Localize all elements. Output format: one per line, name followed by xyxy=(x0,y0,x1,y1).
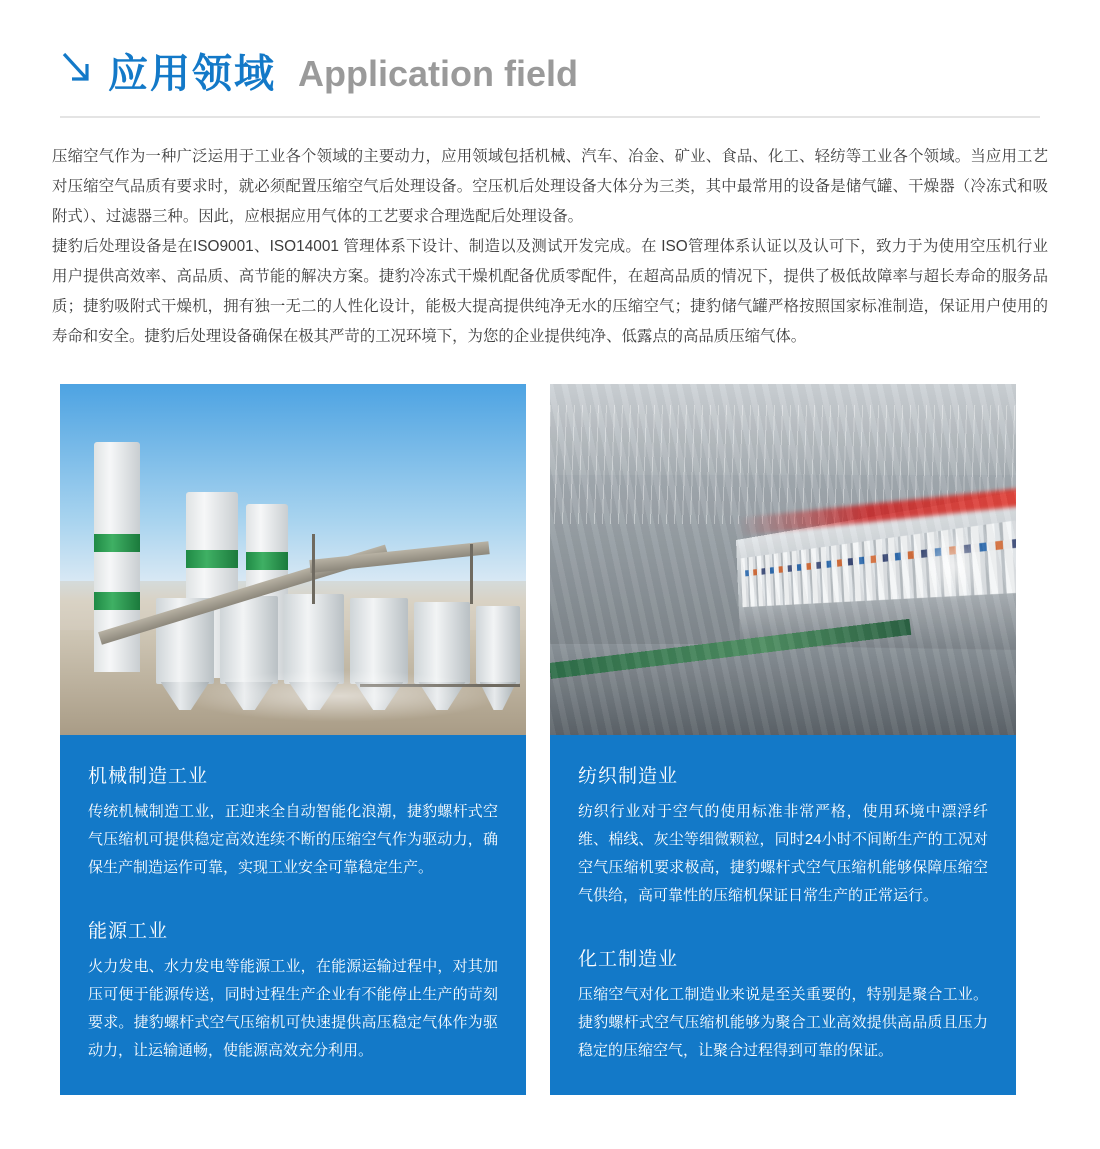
block-text: 纺织行业对于空气的使用标准非常严格，使用环境中漂浮纤维、棉线、灰尘等细微颗粒，同时24小时不间断生产的工况对空气压缩机要求极高，捷豹螺杆式空气压缩机能够保障压缩空气供给，高可靠性的压缩机保证日常生产的正常运行。 xyxy=(578,803,988,904)
card-block xyxy=(578,761,988,910)
block-text: 火力发电、水力发电等能源工业，在能源运输过程中，对其加压可便于能源传送，同时过程生产企业有不能停止生产的苛刻要求。捷豹螺杆式空气压缩机可快速提供高压稳定气体作为驱动力，让运输通畅，使能源高效充分利用。 xyxy=(88,958,498,1059)
card-body xyxy=(60,735,526,1095)
arrow-down-right-icon xyxy=(60,48,94,88)
photo-frame xyxy=(470,544,473,604)
photo-dust xyxy=(180,670,500,722)
page-title-en: Application field xyxy=(298,53,579,94)
block-title: 化工制造业 xyxy=(578,949,679,970)
card-block xyxy=(88,916,498,1065)
application-card-mechanical-energy xyxy=(60,384,526,1095)
block-text: 压缩空气对化工制造业来说是至关重要的，特别是聚合工业。捷豹螺杆式空气压缩机能够为聚合工业高效提供高品质且压力稳定的压缩空气，让聚合过程得到可靠的保证。 xyxy=(578,986,988,1059)
intro-text xyxy=(52,142,1048,352)
block-title: 能源工业 xyxy=(88,921,169,942)
card-block xyxy=(578,944,988,1065)
block-text: 传统机械制造工业，正迎来全自动智能化浪潮，捷豹螺杆式空气压缩机可提供稳定高效连续不断的压缩空气作为驱动力，确保生产制造运作可靠，实现工业安全可靠稳定生产。 xyxy=(88,803,498,876)
intro-paragraph-1: 压缩空气作为一种广泛运用于工业各个领域的主要动力，应用领域包括机械、汽车、冶金、矿业、食品、化工、轻纺等工业各个领域。当应用工艺对压缩空气品质有要求时，就必须配置压缩空气后处理设备。空压机后处理设备大体分为三类，其中最常用的设备是储气罐、干燥器（冷冻式和吸附式）、过滤器三种。因此，应根据应用气体的工艺要求合理选配后处理设备。 xyxy=(52,148,1048,225)
photo-frame xyxy=(312,534,315,604)
intro-paragraph-2: 捷豹后处理设备是在ISO9001、ISO14001 管理体系下设计、制造以及测试开发完成。在 ISO管理体系认证以及认可下，致力于为使用空压机行业用户提供高效率、高品质、高节能的解决方案。捷豹冷冻式干燥机配备优质零配件，在超高品质的情况下，提供了极低故障率与超长寿命的服务品质；捷豹吸附式干燥机，拥有独一无二的人性化设计，能极大提高提供纯净无水的压缩空气；捷豹储气罐严格按照国家标准制造，保证用户使用的寿命和安全。捷豹后处理设备确保在极其严苛的工况环境下，为您的企业提供纯净、低露点的高品质压缩气体。 xyxy=(52,238,1048,345)
block-title: 机械制造工业 xyxy=(88,766,209,787)
cement-plant-photo xyxy=(60,384,526,735)
block-title: 纺织制造业 xyxy=(578,766,679,787)
application-cards xyxy=(60,384,1040,1095)
page-header xyxy=(0,0,1100,94)
photo-perspective-overlay xyxy=(550,384,1016,735)
card-block xyxy=(88,761,498,882)
header-divider xyxy=(60,116,1040,118)
textile-machine-photo xyxy=(550,384,1016,735)
card-body xyxy=(550,735,1016,1095)
page-title: 应用领域 xyxy=(108,52,276,96)
application-card-textile-chemical xyxy=(550,384,1016,1095)
